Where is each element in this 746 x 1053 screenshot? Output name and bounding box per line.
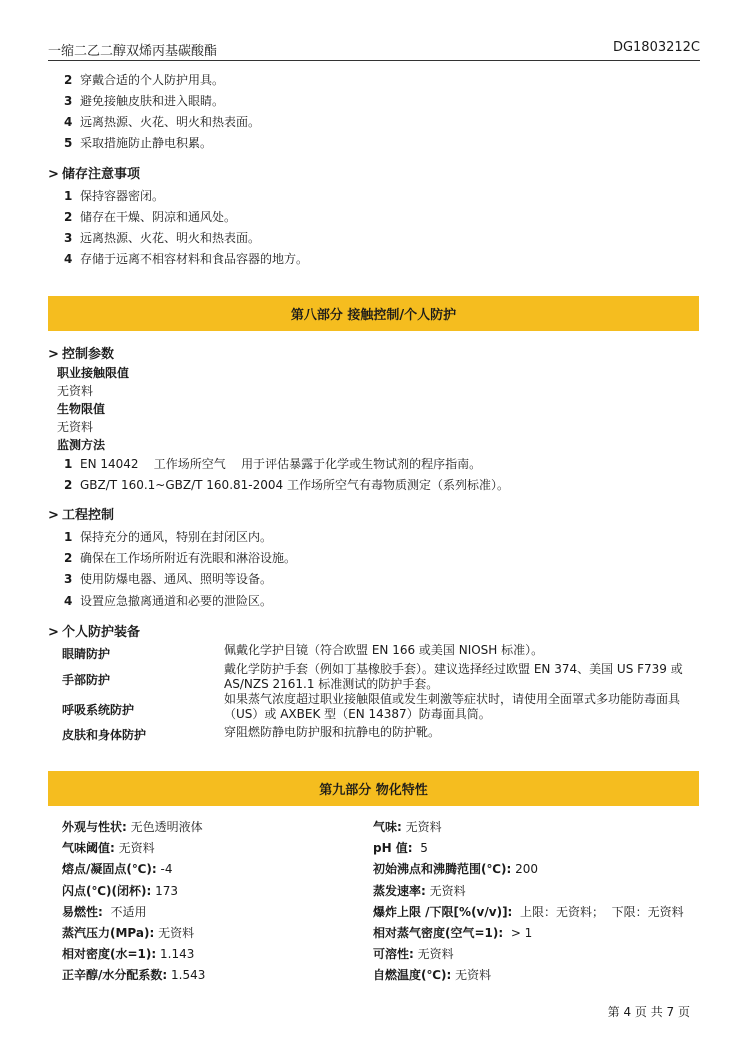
property-item: 闪点(℃)(闭杯): 173	[62, 884, 178, 898]
list-item: 4 存储于远离不相容材料和食品容器的地方。	[64, 252, 309, 266]
property-item: 可溶性: 无资料	[373, 947, 454, 961]
section-8-banner: 第八部分 接触控制/个人防护	[48, 296, 699, 331]
list-item: 2 穿戴合适的个人防护用具。	[64, 73, 225, 87]
ppe-text: 戴化学防护手套（例如丁基橡胶手套）。建议选择经过欧盟 EN 374、美国 US F739 或 AS/NZS 2161.1 标准测试的防护手套。	[224, 662, 683, 691]
list-item: 1 保持充分的通风，特别在封闭区内。	[64, 530, 273, 544]
property-item: 正辛醇/水分配系数: 1.543	[62, 968, 206, 982]
property-item: 气味: 无资料	[373, 820, 442, 834]
list-item: 1 保持容器密闭。	[64, 189, 165, 203]
document-title: 一缩二乙二醇双烯丙基碳酸酯	[48, 44, 218, 59]
engineering-heading: > 工程控制	[48, 508, 115, 523]
oel-value: 无资料	[57, 384, 94, 398]
bio-value: 无资料	[57, 420, 94, 434]
bio-label: 生物限值	[57, 402, 106, 416]
storage-heading: > 储存注意事项	[48, 167, 141, 182]
chevron-right-icon: >	[48, 167, 59, 182]
ppe-label: 呼吸系统防护	[62, 703, 135, 717]
section-9-banner: 第九部分 物化特性	[48, 771, 699, 806]
ppe-text: 穿阻燃防静电防护服和抗静电的防护靴。	[224, 725, 441, 739]
oel-label: 职业接触限值	[57, 366, 130, 380]
ppe-text: 佩戴化学护目镜（符合欧盟 EN 166 或美国 NIOSH 标准）。	[224, 643, 544, 657]
list-item: 3 使用防爆电器、通风、照明等设备。	[64, 572, 273, 586]
ppe-label: 眼睛防护	[62, 647, 111, 661]
list-item: 2 储存在干燥、阴凉和通风处。	[64, 210, 237, 224]
list-item: 4 设置应急撤离通道和必要的泄险区。	[64, 594, 273, 608]
ppe-label: 皮肤和身体防护	[62, 728, 147, 742]
property-item: pH 值: 5	[373, 841, 428, 855]
list-item: 2 确保在工作场所附近有洗眼和淋浴设施。	[64, 551, 297, 565]
ppe-heading: > 个人防护装备	[48, 625, 141, 640]
property-item: 易燃性: 不适用	[62, 905, 147, 919]
property-item: 爆炸上限 /下限[%(v/v)]: 上限：无资料； 下限：无资料	[373, 905, 684, 919]
property-item: 蒸汽压力(MPa): 无资料	[62, 926, 195, 940]
property-item: 气味阈值: 无资料	[62, 841, 155, 855]
header-divider	[48, 60, 700, 61]
control-params-heading: > 控制参数	[48, 347, 115, 362]
list-item: 3 远离热源、火花、明火和热表面。	[64, 231, 261, 245]
document-code: DG1803212C	[612, 40, 700, 55]
ppe-text: 如果蒸气浓度超过职业接触限值或发生刺激等症状时，请使用全面罩式多功能防毒面具（US）或 AXBEK 型（EN 14387）防毒面具筒。	[224, 692, 681, 721]
property-item: 自燃温度(℃): 无资料	[373, 968, 492, 982]
property-item: 蒸发速率: 无资料	[373, 884, 466, 898]
list-item: 2 GBZ/T 160.1~GBZ/T 160.81-2004 工作场所空气有毒物质测定（系列标准）。	[64, 478, 509, 492]
property-item: 相对密度(水=1): 1.143	[62, 947, 195, 961]
list-item: 3 避免接触皮肤和进入眼睛。	[64, 94, 225, 108]
chevron-right-icon: >	[48, 508, 59, 523]
property-item: 相对蒸气密度(空气=1): > 1	[373, 926, 533, 940]
monitor-label: 监测方法	[57, 438, 106, 452]
property-item: 熔点/凝固点(℃): -4	[62, 862, 173, 876]
ppe-label: 手部防护	[62, 673, 111, 687]
property-item: 初始沸点和沸腾范围(℃): 200	[373, 862, 539, 876]
page-number: 第 4 页 共 7 页	[607, 1005, 690, 1019]
list-item: 4 远离热源、火花、明火和热表面。	[64, 115, 261, 129]
list-item: 1 EN 14042 工作场所空气 用于评估暴露于化学或生物试剂的程序指南。	[64, 457, 482, 471]
property-item: 外观与性状: 无色透明液体	[62, 820, 203, 834]
chevron-right-icon: >	[48, 347, 59, 362]
chevron-right-icon: >	[48, 625, 59, 640]
list-item: 5 采取措施防止静电积累。	[64, 136, 213, 150]
